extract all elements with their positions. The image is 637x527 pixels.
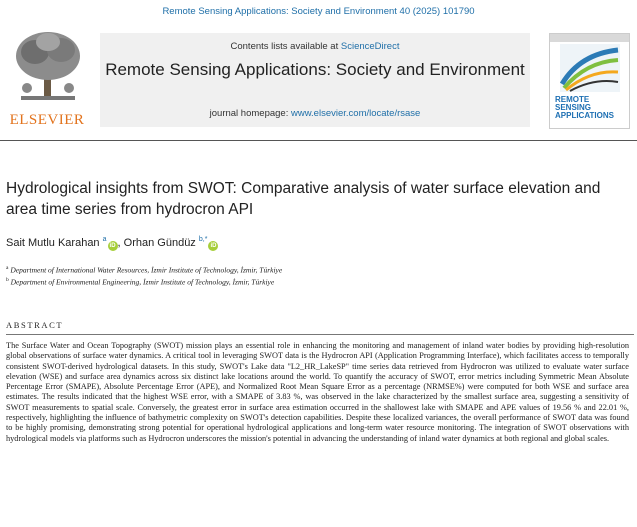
- sciencedirect-link[interactable]: ScienceDirect: [340, 41, 400, 52]
- affiliation: [6, 277, 274, 287]
- journal-title: Remote Sensing Applications: Society and Environment: [105, 60, 525, 79]
- affiliation-text: Department of International Water Resources, İzmir Institute of Technology, İzmir, Türkiye: [10, 265, 283, 275]
- affiliation-marker: a: [6, 265, 9, 271]
- elsevier-logo[interactable]: [3, 30, 87, 130]
- journal-cover-thumbnail[interactable]: [549, 33, 630, 129]
- cover-title: REMOTE SENSING APPLICATIONS: [555, 95, 614, 120]
- elsevier-tree-icon: [11, 30, 85, 104]
- homepage-link[interactable]: www.elsevier.com/locate/rsase: [290, 108, 421, 119]
- author-name[interactable]: Orhan Gündüz: [123, 237, 196, 249]
- abstract-body: The Surface Water and Ocean Topography (SWOT) mission plays an essential role in enhancing the monitoring and management of inland water bodies by providing high-resolution global observations of surface water dynamics. A critical tool in leveraging SWOT data is the Hydrocron API (Application Programming Interface), which facilitates access to temporally consistent SWOT-derived hydrological datasets. In this study, SWOT's Lake data "L2_HR_LakeSP" time series data retrieved from Hydrocron was utilized to evaluate water surface elevation (WSE) and surface area dynamics across six distinct lake locations around the world. To quantify the accuracy of SWOT, error metrics including Symmetric Mean Absolute Percentage Error (SMAPE), Absolute Percentage Error (APE), and Normalized Root Mean Square Error as a percentage (NRMSE%) were computed for both WSE and surface area estimates. The results indicated that the highest WSE error, with a SMAPE of 3.83 %, was observed in the lake characterized by the smallest surface area, suggesting a sensitivity of SWOT measurements to spatial scale. Conversely, the greatest error in surface area estimation occurred in the shallowest lake with SMAPE and APE values of 19.56 % and 22.01 %, respectively, highlighting the influence of bathymetric complexity on SWOT's detection capabilities. Despite these localized variances, the overall performance of SWOT data was found to be highly promising, demonstrating strong potential for operational hydrological applications and long-term water resource monitoring. The integration of SWOT observations with hydrological models via platforms such as Hydrocron underscores the mission's potential in advancing the understanding of inland water dynamics at both regional and global scales.: [6, 341, 629, 443]
- cover-header-band: [550, 34, 629, 42]
- author-affiliation-marker[interactable]: b,*: [198, 236, 208, 243]
- abstract-heading: ABSTRACT: [6, 320, 64, 330]
- abstract-divider: [6, 334, 634, 335]
- author-affiliation-marker[interactable]: a: [102, 236, 107, 243]
- journal-citation[interactable]: Remote Sensing Applications: Society and Environment 40 (2025) 101790: [162, 6, 475, 17]
- journal-masthead: [100, 33, 530, 127]
- homepage-prefix: journal homepage:: [209, 108, 291, 119]
- contents-line: [100, 41, 530, 52]
- cover-graphic: [560, 44, 620, 92]
- author-list: Sait Mutlu Karahan $^a$iD , Orhan Gündüz $^{b,*}$iD: [6, 236, 217, 249]
- header-divider: [0, 140, 637, 141]
- affiliation-text: Department of Environmental Engineering, İzmir Institute of Technology, İzmir, Türkiye: [10, 277, 275, 287]
- article-title: Hydrological insights from SWOT: Comparative analysis of water surface elevation and area time series from hydrocron API: [6, 180, 601, 218]
- orcid-icon[interactable]: iD: [210, 243, 217, 249]
- contents-prefix: Contents lists available at: [230, 41, 341, 52]
- affiliation: [6, 265, 282, 275]
- affiliation-marker: b: [6, 277, 9, 283]
- journal-homepage-line: [100, 108, 530, 119]
- elsevier-wordmark: ELSEVIER: [9, 112, 85, 128]
- author-name[interactable]: Sait Mutlu Karahan: [6, 237, 100, 249]
- orcid-icon[interactable]: iD: [109, 243, 116, 249]
